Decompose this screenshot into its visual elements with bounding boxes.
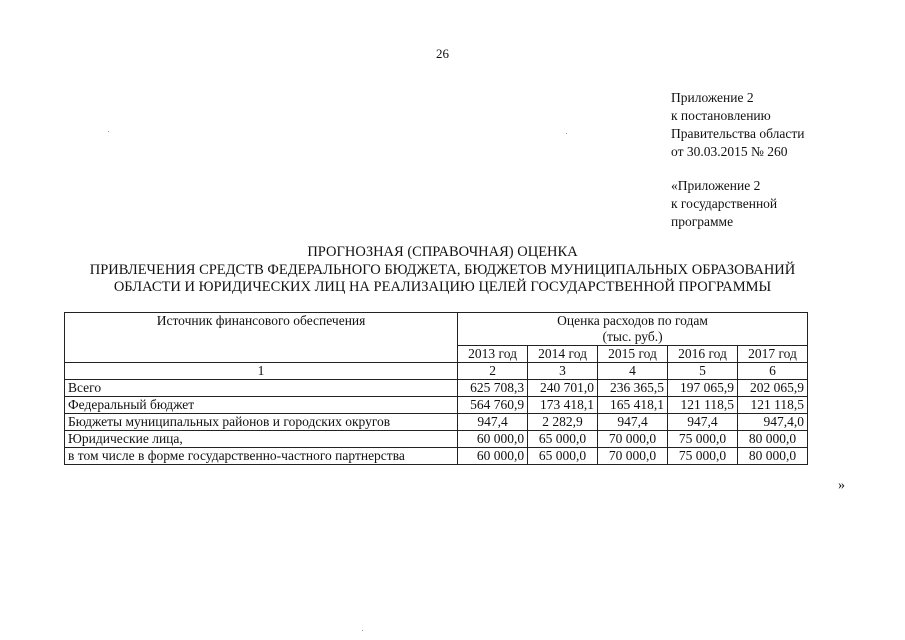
annex-line: к постановлению: [671, 108, 771, 123]
value-cell: 202 065,9: [737, 380, 807, 397]
table-row-legal-entities: [65, 431, 808, 448]
document-heading: [40, 244, 845, 297]
value-cell: 70 000,0: [598, 448, 668, 465]
annex-line: Правительства области: [671, 126, 805, 141]
value-cell: 947,4,0: [737, 414, 807, 431]
column-number-cell: 3: [528, 363, 598, 380]
annex-line: «Приложение 2: [671, 178, 761, 193]
value-cell: 625 708,3: [458, 380, 528, 397]
row-label: Бюджеты муниципальных районов и городских округов: [65, 414, 458, 431]
heading-line: ПРОГНОЗНАЯ (СПРАВОЧНАЯ) ОЦЕНКА: [307, 244, 578, 260]
column-number-cell: 5: [668, 363, 738, 380]
value-cell: 173 418,1: [528, 397, 598, 414]
year-header-cell: 2017 год: [737, 346, 807, 363]
table-row-total: [65, 380, 808, 397]
value-cell: 70 000,0: [598, 431, 668, 448]
row-label: Юридические лица,: [65, 431, 458, 448]
value-cell: 80 000,0: [737, 448, 807, 465]
column-number-cell: 1: [65, 363, 458, 380]
estimate-header-unit: (тыс. руб.): [602, 329, 663, 344]
column-number-cell: 6: [737, 363, 807, 380]
scan-speck: [362, 630, 363, 631]
row-label: Федеральный бюджет: [65, 397, 458, 414]
value-cell: 947,4: [598, 414, 668, 431]
page-number: 26: [436, 46, 449, 61]
row-label: в том числе в форме государственно-частного партнерства: [65, 448, 458, 465]
value-cell: 165 418,1: [598, 397, 668, 414]
table-row-municipal-budgets: [65, 414, 808, 431]
annex-line: к государственной: [671, 196, 778, 211]
value-cell: 2 282,9: [528, 414, 598, 431]
funding-estimate-table: [64, 312, 808, 465]
scan-speck: [566, 133, 567, 134]
estimate-column-header: [458, 313, 808, 346]
value-cell: 240 701,0: [528, 380, 598, 397]
value-cell: 121 118,5: [668, 397, 738, 414]
value-cell: 75 000,0: [668, 448, 738, 465]
closing-quote: »: [838, 478, 845, 493]
column-number-row: [65, 363, 808, 380]
annex-reference-block: [671, 89, 804, 161]
program-annex-block: [671, 177, 777, 231]
table-row-federal-budget: [65, 397, 808, 414]
value-cell: 121 118,5: [737, 397, 807, 414]
column-number-cell: 2: [458, 363, 528, 380]
value-cell: 947,4: [668, 414, 738, 431]
value-cell: 75 000,0: [668, 431, 738, 448]
table-row-public-private-partnership: [65, 448, 808, 465]
annex-line: от 30.03.2015 № 260: [671, 144, 788, 159]
value-cell: 65 000,0: [528, 431, 598, 448]
heading-line: ПРИВЛЕЧЕНИЯ СРЕДСТВ ФЕДЕРАЛЬНОГО БЮДЖЕТА, БЮДЖЕТОВ МУНИЦИПАЛЬНЫХ ОБРАЗОВАНИЙ: [89, 261, 796, 278]
value-cell: 80 000,0: [737, 431, 807, 448]
heading-line: ОБЛАСТИ И ЮРИДИЧЕСКИХ ЛИЦ НА РЕАЛИЗАЦИЮ ЦЕЛЕЙ ГОСУДАРСТВЕННОЙ ПРОГРАММЫ: [113, 279, 772, 295]
annex-line: Приложение 2: [671, 90, 754, 105]
year-header-cell: 2015 год: [598, 346, 668, 363]
value-cell: 65 000,0: [528, 448, 598, 465]
value-cell: 197 065,9: [668, 380, 738, 397]
year-header-cell: 2014 год: [528, 346, 598, 363]
value-cell: 60 000,0: [458, 448, 528, 465]
value-cell: 564 760,9: [458, 397, 528, 414]
value-cell: 236 365,5: [598, 380, 668, 397]
estimate-header-title: Оценка расходов по годам: [557, 313, 708, 328]
value-cell: 60 000,0: [458, 431, 528, 448]
annex-line: программе: [671, 214, 734, 229]
source-column-header: Источник финансового обеспечения: [65, 313, 458, 363]
scan-speck: [108, 131, 109, 132]
value-cell: 947,4: [458, 414, 528, 431]
row-label: Всего: [65, 380, 458, 397]
year-header-cell: 2016 год: [668, 346, 738, 363]
column-number-cell: 4: [598, 363, 668, 380]
year-header-cell: 2013 год: [458, 346, 528, 363]
